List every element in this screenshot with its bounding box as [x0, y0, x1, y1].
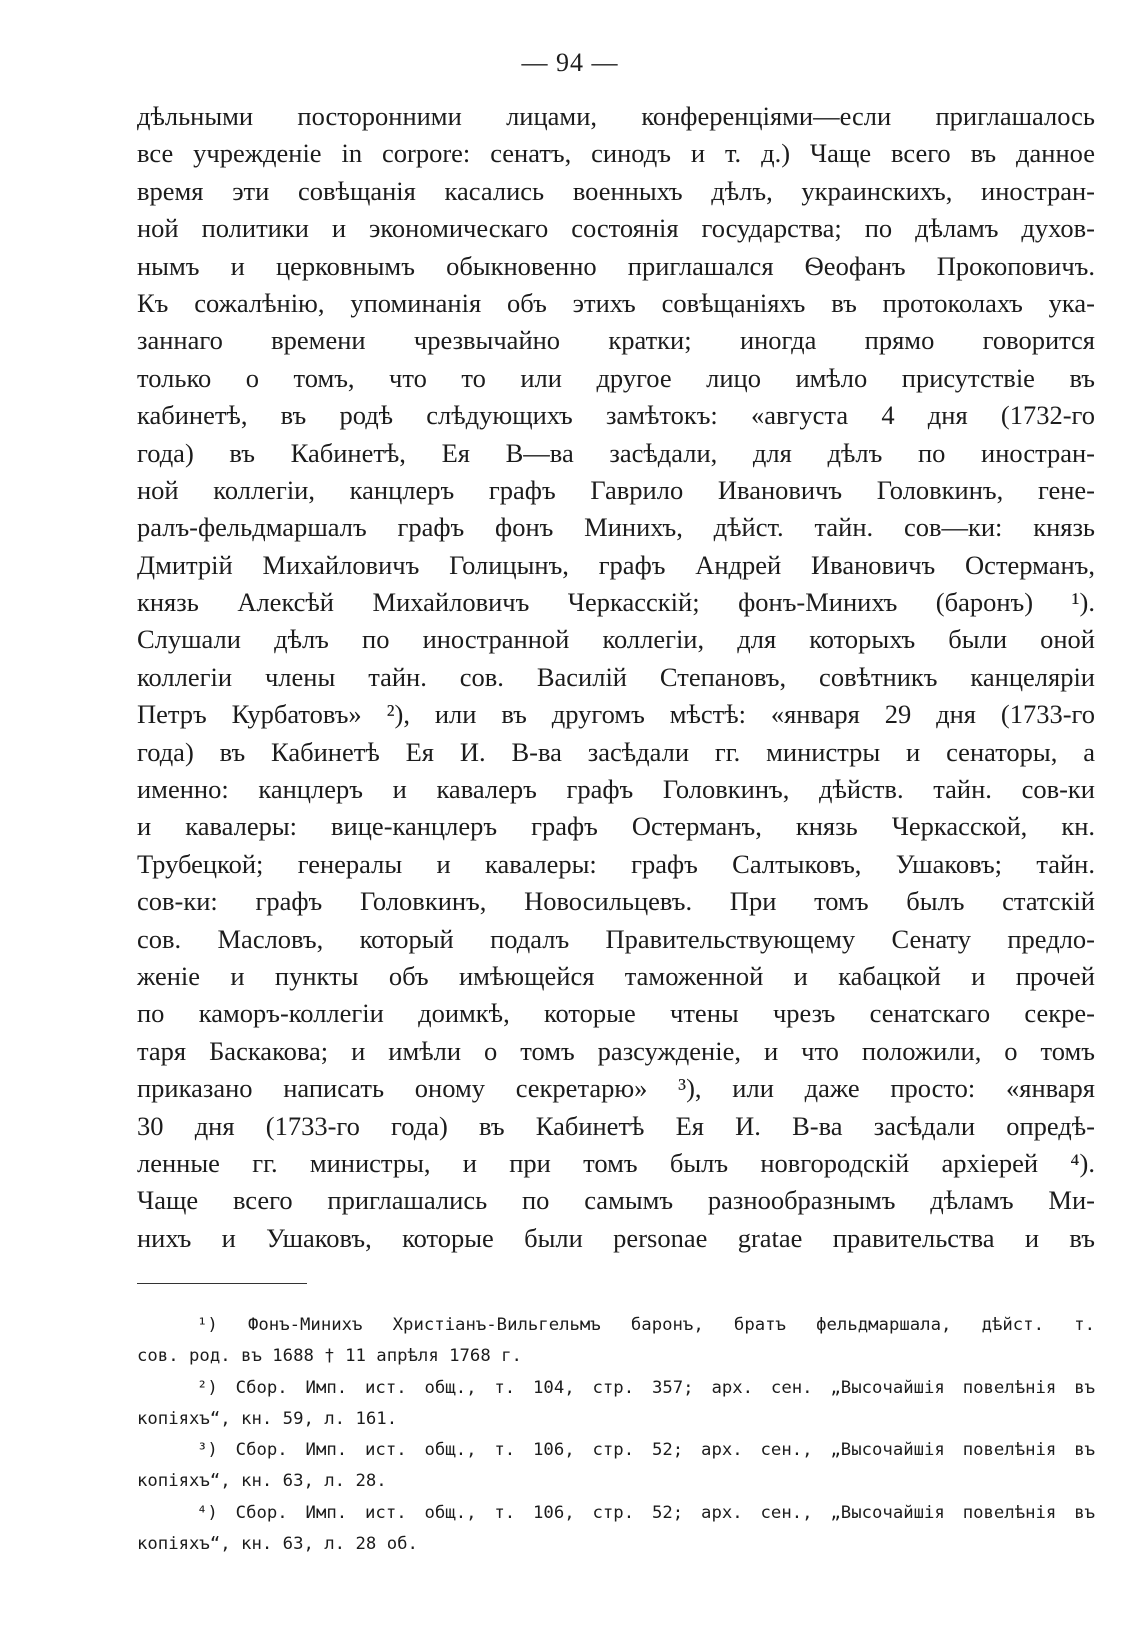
body-line: 30 дня (1733-го года) въ Кабинетѣ Ея И. В-ва засѣдали опредѣ- [137, 1110, 1095, 1141]
body-line: именно: канцлеръ и кавалеръ графъ Головкинъ, дѣйств. тайн. сов-ки [137, 774, 1095, 805]
footnote-2-line-1: ²) Сбор. Имп. ист. общ., т. 104, стр. 357; арх. сен. „Высочайшія повелѣнія въ [197, 1377, 1095, 1398]
footnotes [137, 1310, 1095, 1560]
body-line: и кавалеры: вице-канцлеръ графъ Остерманъ, князь Черкасской, кн. [137, 811, 1095, 842]
body-line: сов-ки: графъ Головкинъ, Новосильцевъ. При томъ былъ статскій [137, 886, 1095, 917]
body-line: Слушали дѣлъ по иностранной коллегіи, для которыхъ были оной [137, 624, 1095, 655]
body-line: ленные гг. министры, и при томъ былъ новгородскій архіерей ⁴). [137, 1147, 1095, 1178]
body-line: кабинетѣ, въ родѣ слѣдующихъ замѣтокъ: «августа 4 дня (1732-го [137, 400, 1095, 431]
body-line: коллегіи члены тайн. сов. Василій Степановъ, совѣтникъ канцеляріи [137, 661, 1095, 692]
body-line: ной политики и экономическаго состоянія государства; по дѣламъ духов- [137, 213, 1095, 244]
body-line: нымъ и церковнымъ обыкновенно приглашался Ѳеофанъ Прокоповичъ. [137, 250, 1095, 281]
body-line: время эти совѣщанія касались военныхъ дѣлъ, украинскихъ, иностран- [137, 175, 1095, 206]
body-line: женіе и пункты объ имѣющейся таможенной и кабацкой и прочей [137, 960, 1095, 991]
body-line: все учрежденіе in corpore: сенатъ, синодъ и т. д.) Чаще всего въ данное [137, 138, 1095, 169]
body-line: сов. Масловъ, который подалъ Правительствующему Сенату предло- [137, 923, 1095, 954]
footnote-3-line-2: копіяхъ“, кн. 63, л. 28. [137, 1471, 387, 1492]
body-line: таря Баскакова; и имѣли о томъ разсужденіе, и что положили, о томъ [137, 1035, 1095, 1066]
body-line: князь Алексѣй Михайловичъ Черкасскій; фонъ-Минихъ (баронъ) ¹). [137, 587, 1095, 618]
body-line: года) въ Кабинетѣ, Ея В—ва засѣдали, для дѣлъ по иностран- [137, 437, 1095, 468]
body-line: дѣльными посторонними лицами, конференціями—если приглашалось [137, 101, 1095, 131]
body-line: ной коллегіи, канцлеръ графъ Гаврило Ивановичъ Головкинъ, гене- [137, 474, 1095, 505]
footnote-4-line-1: ⁴) Сбор. Имп. ист. общ., т. 106, стр. 52; арх. сен., „Высочайшія повелѣнія въ [197, 1502, 1095, 1523]
body-line: нихъ и Ушаковъ, которые были personae gratae правительства и въ [137, 1222, 1095, 1253]
footnote-separator [137, 1283, 307, 1284]
body-line: приказано написать оному секретарю» ³), или даже просто: «января [137, 1073, 1095, 1104]
footnote-2-line-2: копіяхъ“, кн. 59, л. 161. [137, 1408, 398, 1429]
body-line: заннаго времени чрезвычайно кратки; иногда прямо говорится [137, 325, 1095, 356]
body-line: Петръ Курбатовъ» ²), или въ другомъ мѣстѣ: «января 29 дня (1733-го [137, 699, 1095, 730]
body-line: по каморъ-коллегіи доимкѣ, которые чтены чрезъ сенатскаго секре- [137, 998, 1095, 1029]
footnote-4-line-2: копіяхъ“, кн. 63, л. 28 об. [137, 1534, 418, 1555]
body-line: только о томъ, что то или другое лицо имѣло присутствіе въ [137, 362, 1095, 393]
body-line: ралъ-фельдмаршалъ графъ фонъ Минихъ, дѣйст. тайн. сов—ки: князь [137, 512, 1095, 543]
footnote-3-line-1: ³) Сбор. Имп. ист. общ., т. 106, стр. 52; арх. сен., „Высочайшія повелѣнія въ [197, 1440, 1095, 1461]
body-text [137, 98, 1095, 1257]
page-number: — 94 — [521, 48, 619, 77]
body-line: Къ сожалѣнію, упоминанія объ этихъ совѣщаніяхъ въ протоколахъ ука- [137, 287, 1095, 318]
body-line: Чаще всего приглашались по самымъ разнообразнымъ дѣламъ Ми- [137, 1185, 1095, 1216]
footnote-1-line-1: ¹) Фонъ-Минихъ Христіанъ-Вильгельмъ баронъ, братъ фельдмаршала, дѣйст. т. [197, 1315, 1095, 1335]
body-line: года) въ Кабинетѣ Ея И. В-ва засѣдали гг. министры и сенаторы, а [137, 736, 1095, 767]
footnote-1-line-2: сов. род. въ 1688 † 11 апрѣля 1768 г. [137, 1346, 522, 1367]
body-line: Трубецкой; генералы и кавалеры: графъ Салтыковъ, Ушаковъ; тайн. [137, 848, 1095, 879]
body-line: Дмитрій Михайловичъ Голицынъ, графъ Андрей Ивановичъ Остерманъ, [137, 549, 1095, 580]
